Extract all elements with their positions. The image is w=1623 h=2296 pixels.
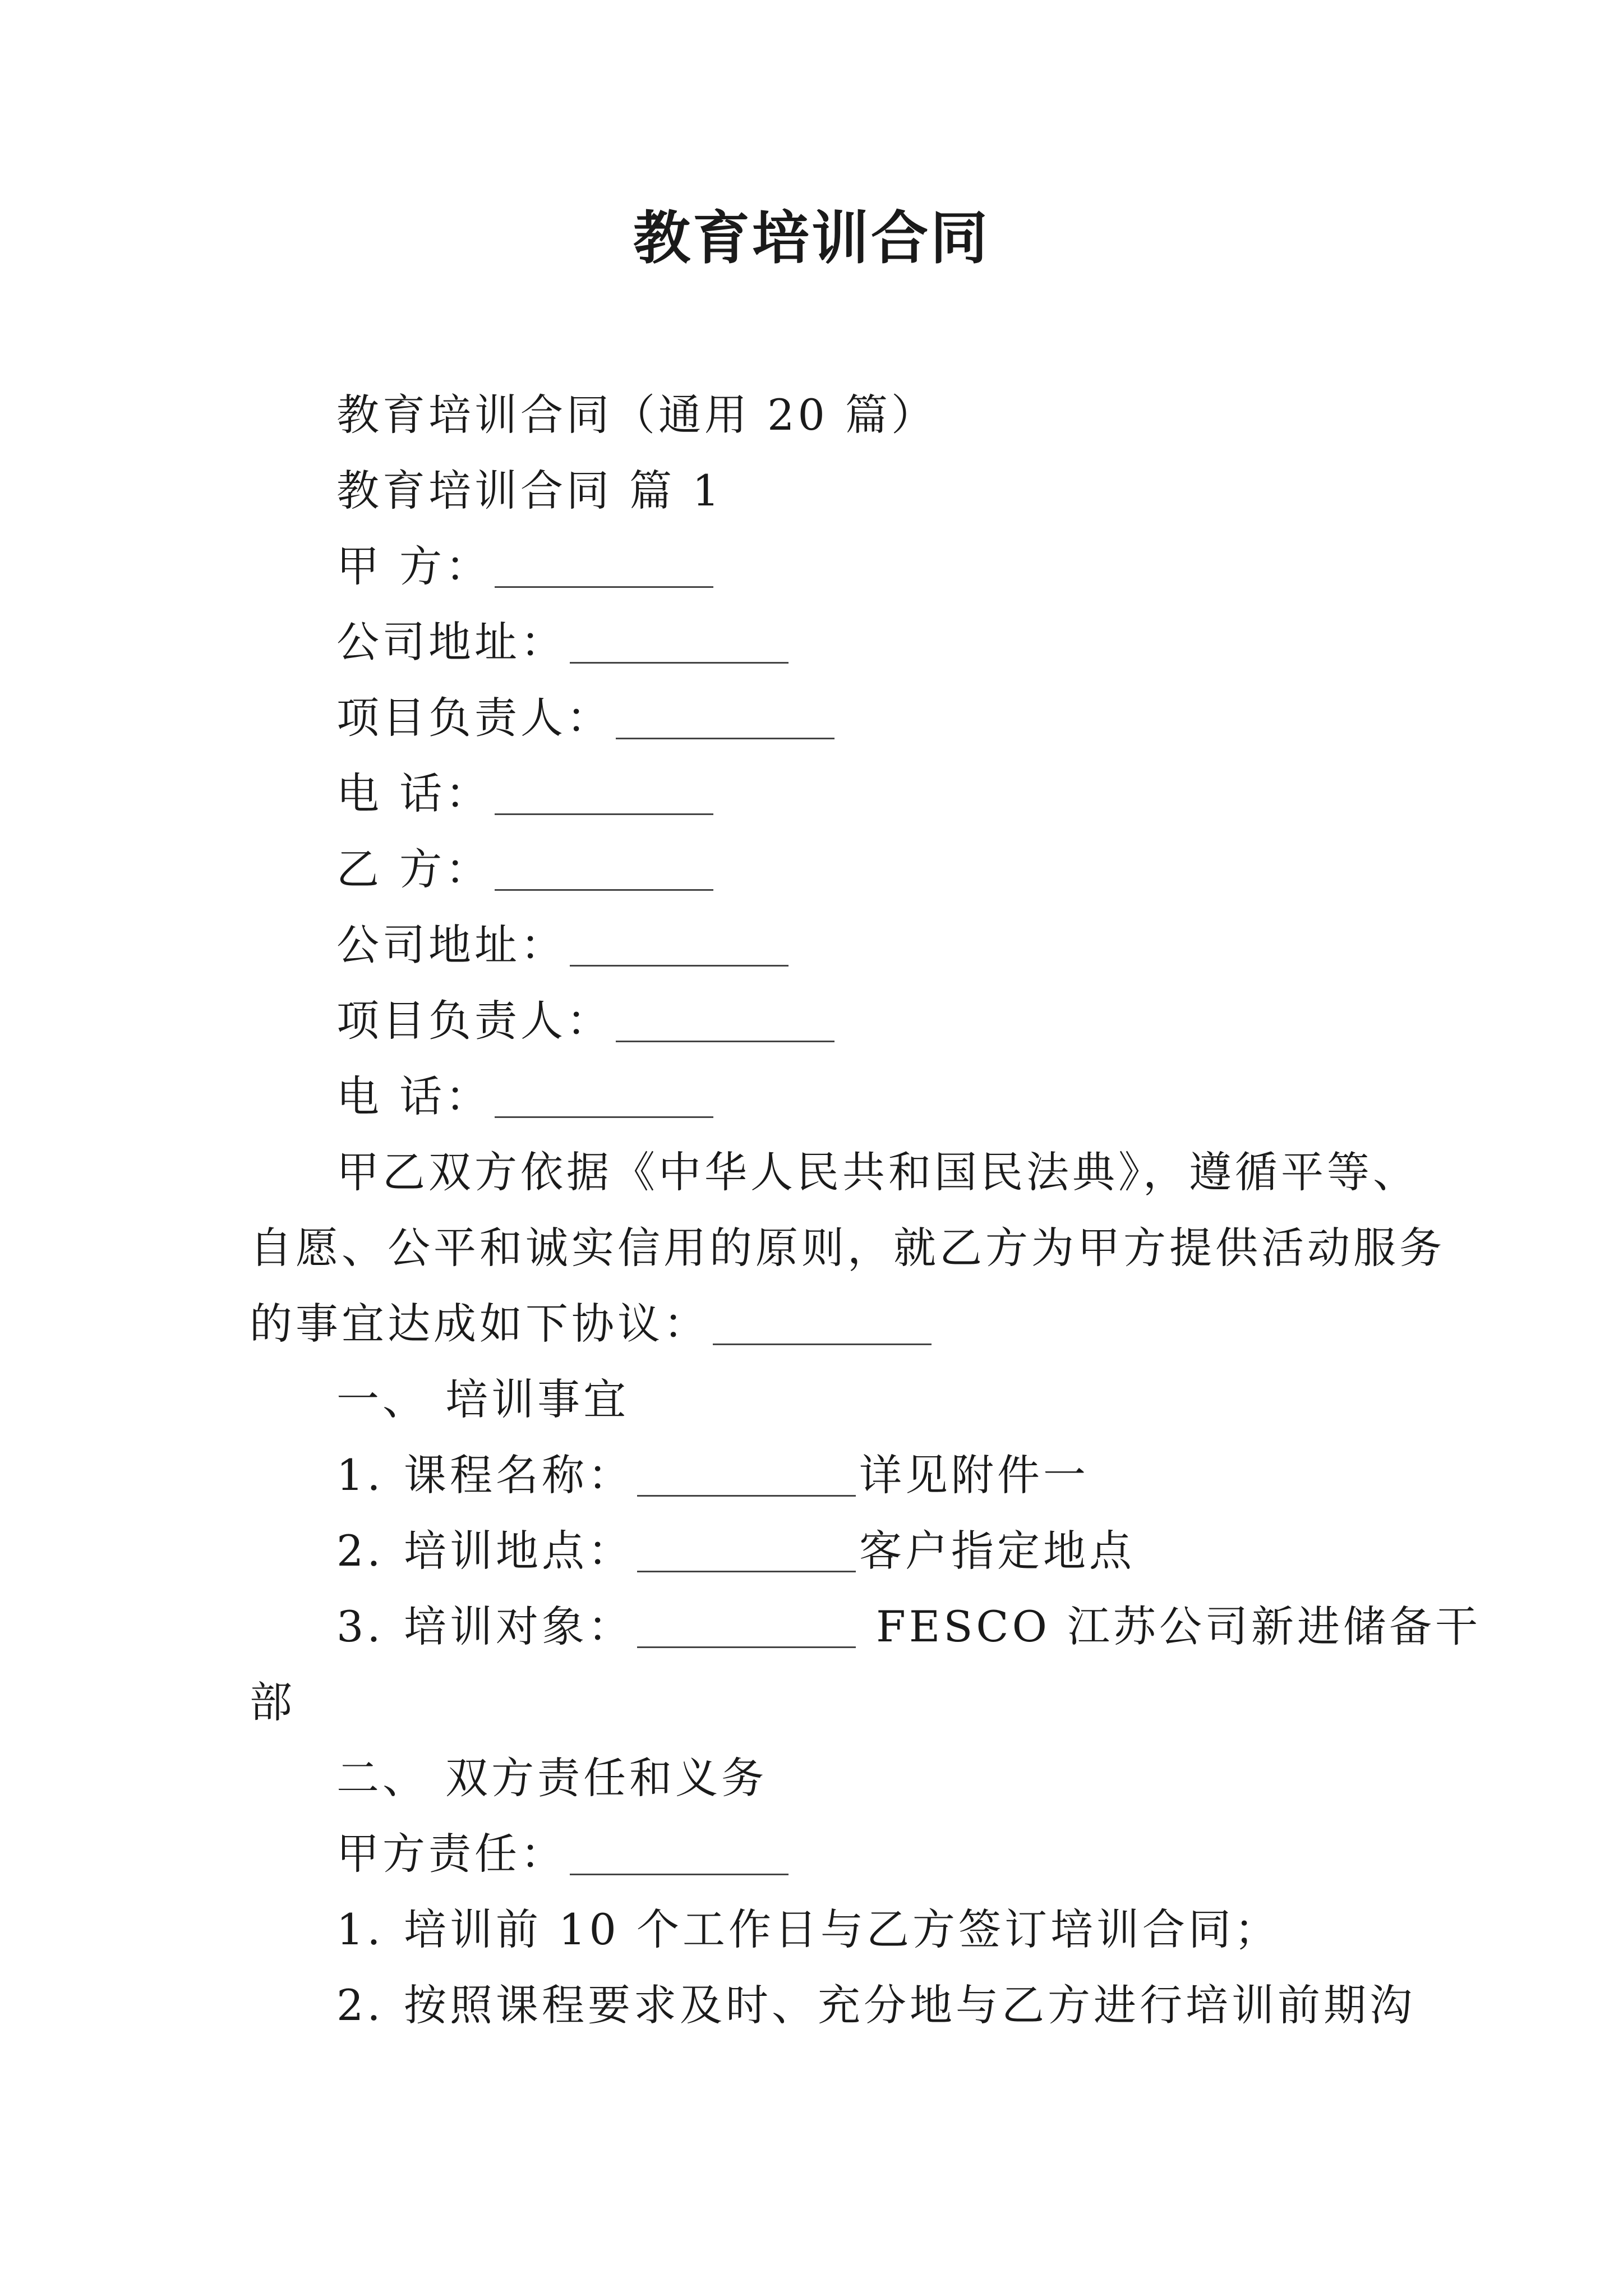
party-a-phone-row (336, 760, 717, 827)
section2-item-1 (336, 1896, 1280, 1963)
party-b-name-blank[interactable] (495, 850, 713, 891)
section1-item-2 (336, 1517, 1135, 1585)
item-value: FESCO 江苏公司新进储备干 (859, 1602, 1482, 1651)
item-blank[interactable] (637, 1531, 856, 1572)
intro-line-1: 甲乙双方依据《中华人民共和国民法典》，遵循平等、 (336, 1147, 1419, 1197)
section1-item-1 (336, 1442, 1089, 1509)
item-number: 2. (336, 1980, 384, 2030)
party-a-phone-label: 电 话： (336, 769, 492, 818)
party-b-manager-blank[interactable] (616, 1001, 834, 1042)
item-blank[interactable] (637, 1456, 856, 1497)
item-number: 2. (336, 1526, 384, 1576)
intro-line-3-row (250, 1290, 935, 1358)
party-b-manager-row (336, 987, 838, 1055)
party-b-phone-label: 电 话： (336, 1071, 492, 1121)
party-a-manager-label: 项目负责人： (336, 693, 612, 743)
item-number: 1. (336, 1904, 384, 1954)
section2-item-2 (336, 1972, 1415, 2039)
item-value: 客户指定地点 (859, 1526, 1135, 1576)
section1-heading: 一、 培训事宜 (336, 1374, 630, 1424)
party-a-name-label: 甲 方： (336, 541, 492, 591)
party-b-address-label: 公司地址： (336, 920, 566, 970)
party-b-manager-label: 项目负责人： (336, 996, 612, 1046)
party-b-name-row (336, 836, 717, 903)
party-a-address-blank[interactable] (570, 623, 789, 664)
party-b-address-blank[interactable] (570, 926, 789, 967)
party-a-phone-blank[interactable] (495, 774, 713, 815)
item-label: 课程名称： (404, 1450, 634, 1500)
item-text: 培训前 10 个工作日与乙方签订培训合同； (404, 1904, 1281, 1954)
party-b-phone-row (336, 1063, 717, 1130)
party-b-address-row (336, 912, 792, 979)
section1-item-3-wrap: 部 (250, 1677, 296, 1727)
party-a-address-row (336, 609, 792, 676)
intro-line-3: 的事宜达成如下协议： (250, 1299, 709, 1349)
section1-item-3 (336, 1593, 1481, 1660)
party-a-name-row (336, 533, 717, 600)
party-a-duty-label: 甲方责任： (336, 1829, 566, 1879)
document-title: 教育培训合同 (633, 205, 990, 272)
party-a-duty-row (336, 1820, 792, 1888)
item-number: 3. (336, 1602, 384, 1651)
party-a-address-label: 公司地址： (336, 617, 566, 667)
party-a-manager-row (336, 684, 838, 752)
item-text: 按照课程要求及时、充分地与乙方进行培训前期沟 (404, 1980, 1415, 2030)
item-value: 详见附件一 (859, 1450, 1089, 1500)
item-blank[interactable] (637, 1607, 856, 1648)
item-label: 培训对象： (404, 1602, 634, 1651)
section-heading: 教育培训合同 篇 1 (336, 466, 723, 516)
intro-blank[interactable] (713, 1304, 932, 1345)
party-a-duty-blank[interactable] (570, 1834, 789, 1875)
section2-heading: 二、 双方责任和义务 (336, 1753, 768, 1803)
party-a-name-blank[interactable] (495, 547, 713, 588)
item-number: 1. (336, 1450, 384, 1500)
item-label: 培训地点： (404, 1526, 634, 1576)
intro-line-2: 自愿、公平和诚实信用的原则，就乙方为甲方提供活动服务 (250, 1223, 1445, 1273)
party-b-phone-blank[interactable] (495, 1077, 713, 1118)
party-b-name-label: 乙 方： (336, 844, 492, 894)
document-subtitle: 教育培训合同（通用 20 篇） (336, 390, 938, 440)
party-a-manager-blank[interactable] (616, 698, 834, 739)
